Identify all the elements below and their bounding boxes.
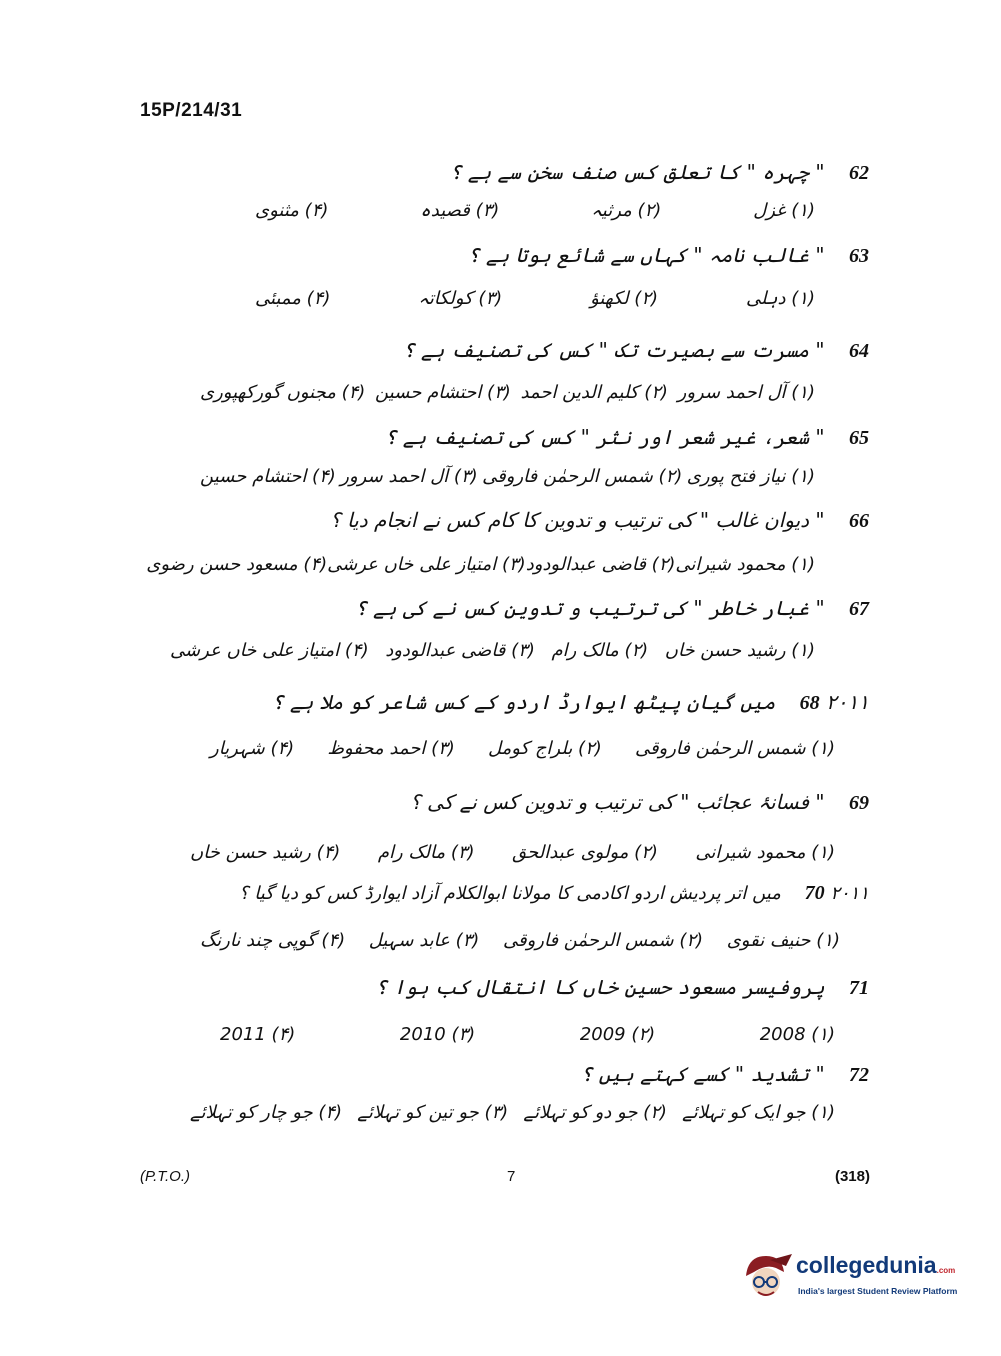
options-65 [200,466,815,487]
option-1: (۱) جو ایک کو تہلائے [682,1102,835,1123]
question-text: " دیوان غالب " کی ترتیب و تدوین کا کام کس نے انجام دیا ؟ [330,508,825,532]
option-2: (۲) مولوی عبدالحق [512,842,658,863]
option-1: (۱) غزل [753,200,815,221]
option-4: (۴) ممبئی [255,288,331,309]
option-4: (۴) 2011 [220,1024,296,1045]
question-text: پروفیسر مسعود حسین خاں کا انتقال کب ہوا ؟ [375,975,825,999]
page-number: 7 [507,1168,516,1185]
option-3: (۳) مالک رام [377,842,475,863]
option-4: (۴) شہریار [210,738,295,759]
brand-tagline: India's largest Student Review Platform [798,1286,958,1296]
question-number: 67 [849,598,869,620]
question-text: ۲۰۱۱ میں اتر پردیش اردو اکادمی کا مولانا ابوالکلام آزاد ایوارڈ کس کو دیا گیا ؟ [238,883,869,904]
question-text: " مسرت سے بصیرت تک " کس کی تصنیف ہے ؟ [402,338,825,362]
option-3: (۳) 2010 [399,1024,476,1045]
option-2: (۲) مالک رام [551,640,649,661]
question-number: 65 [849,427,869,449]
question-text: " چہرہ " کا تعلق کس صنف سخن سے ہے ؟ [449,160,825,184]
question-number: 69 [849,792,869,814]
brand-name: collegedunia.com [796,1252,956,1278]
options-68 [210,738,835,759]
option-1: (۱) محمود شیرانی [695,842,835,863]
question-67 [355,596,869,621]
option-4: (۴) مجنوں گورکھپوری [200,382,366,403]
question-62 [450,160,869,185]
question-number: 70 [804,882,825,904]
options-62 [255,200,815,221]
question-text: " شعر، غیر شعر اور نثر " کس کی تصنیف ہے ؟ [384,425,825,449]
question-text: " فسانۂ عجائب " کی ترتیب و تدوین کس نے کی ؟ [410,790,825,814]
option-1: (۱) دہلی [746,288,815,309]
question-text: " تشدید " کسے کہتے ہیں ؟ [580,1062,825,1086]
option-1: (۱) آل احمد سرور [677,382,815,403]
option-4: (۴) امتیاز علی خاں عرشی [170,640,369,661]
option-3: (۳) جو تین کو تہلائے [357,1102,509,1123]
question-68 [272,690,869,715]
option-2: (۲) 2009 [579,1024,656,1045]
question-number: 71 [849,977,869,999]
options-71 [220,1024,835,1045]
question-number: 72 [849,1064,869,1086]
options-67 [170,640,815,661]
question-65 [385,425,869,450]
options-72 [190,1102,835,1123]
option-3: (۳) احتشام حسین [375,382,511,403]
question-71 [375,975,869,1000]
option-4: (۴) مسعود حسن رضوی [146,554,328,575]
paper-code: 15P/214/31 [140,100,243,121]
option-3: (۳) آل احمد سرور [340,466,478,487]
collegedunia-logo [736,1250,966,1310]
question-63 [468,243,869,268]
question-number: 62 [849,162,869,184]
option-4: (۴) جو چار کو تہلائے [190,1102,343,1123]
option-1: (۱) 2008 [759,1024,835,1045]
options-69 [190,842,835,863]
option-2: (۲) شمس الرحمٰن فاروقی [482,466,683,487]
question-64 [403,338,869,363]
option-3: (۳) عابد سہیل [368,930,480,951]
brand-suffix: .com [936,1266,956,1275]
option-4: (۴) احتشام حسین [200,466,336,487]
question-text: ۲۰۱۱ میں گیان پیٹھ ایوارڈ اردو کے کس شاعر کو ملا ہے ؟ [271,690,869,714]
option-1: (۱) رشید حسن خاں [664,640,815,661]
question-text: " غبار خاطر " کی ترتیب و تدوین کس نے کی ہے ؟ [354,596,825,620]
option-2: (۲) لکھنؤ [590,288,659,309]
option-2: (۲) جو دو کو تہلائے [523,1102,667,1123]
option-2: (۲) شمس الرحمٰن فاروقی [502,930,704,951]
footer-code: (318) [834,1168,870,1185]
option-1: (۱) حنیف نقوی [726,930,840,951]
option-2: (۲) بلراج کومل [487,738,602,759]
option-2: (۲) مرثیہ [591,200,662,221]
option-3: (۳) امتیاز علی خاں عرشی [327,554,526,575]
option-4: (۴) مثنوی [255,200,329,221]
options-64 [200,382,815,403]
option-3: (۳) قصیدہ [420,200,500,221]
options-70 [200,930,840,951]
mascot-icon [736,1250,794,1308]
question-72 [581,1062,869,1087]
option-3: (۳) قاضی عبدالودود [385,640,535,661]
option-3: (۳) احمد محفوظ [327,738,455,759]
pto-label: (P.T.O.) [140,1168,191,1185]
option-1: (۱) محمود شیرانی [675,554,815,575]
option-1: (۱) شمس الرحمٰن فاروقی [634,738,835,759]
option-3: (۳) کولکاتہ [418,288,503,309]
option-1: (۱) نیاز فتح پوری [686,466,815,487]
options-63 [255,288,815,309]
question-number: 68 [799,692,820,714]
question-number: 66 [849,510,869,532]
option-2: (۲) قاضی عبدالودود [525,554,676,575]
question-66 [330,508,869,533]
question-text: " غالب نامہ " کہاں سے شائع ہوتا ہے ؟ [467,243,825,267]
option-2: (۲) کلیم الدین احمد [520,382,668,403]
question-70 [239,882,869,905]
option-4: (۴) گوپی چند نارنگ [200,930,346,951]
options-66 [146,554,815,575]
question-number: 63 [849,245,869,267]
question-number: 64 [849,340,869,362]
option-4: (۴) رشید حسن خاں [190,842,341,863]
question-69 [410,790,869,815]
